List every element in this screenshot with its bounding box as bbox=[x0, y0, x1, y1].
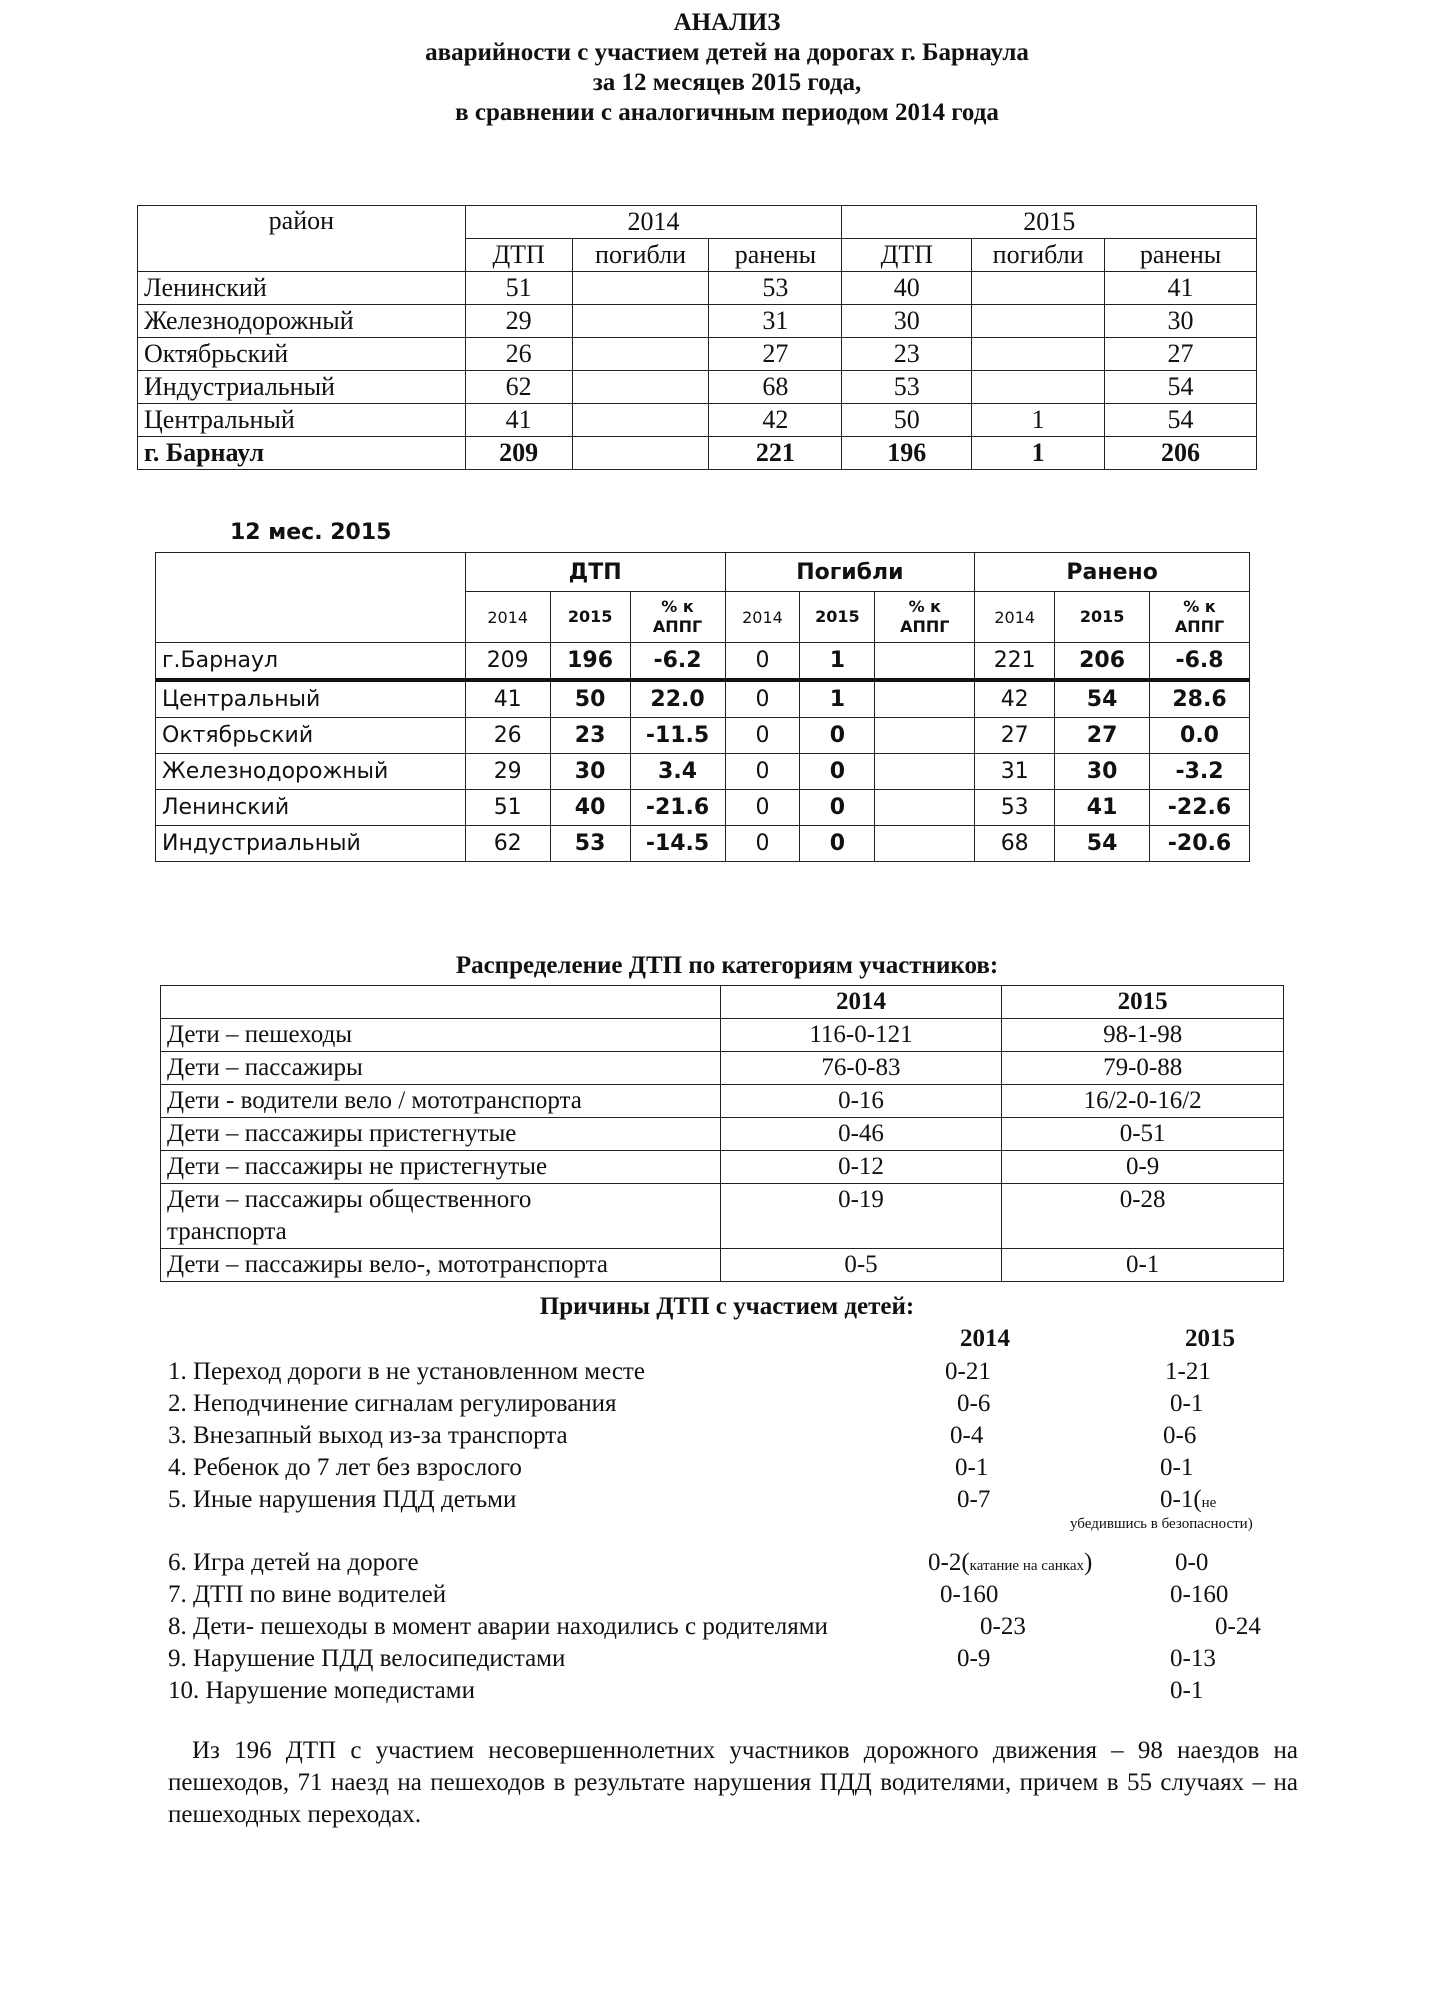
subheader: погибли bbox=[972, 239, 1105, 272]
table-cell: 22.0 bbox=[630, 680, 725, 718]
table-cell: -6.2 bbox=[630, 643, 725, 681]
table-cell: 30 bbox=[842, 305, 972, 338]
table2-caption: 12 мес. 2015 bbox=[230, 520, 392, 545]
cause-value-2015: 0-24 bbox=[1215, 1613, 1261, 1640]
table-cell: 1 bbox=[972, 404, 1105, 437]
table-cell: 0-9 bbox=[1002, 1151, 1284, 1184]
table-cell: -11.5 bbox=[630, 718, 725, 754]
cause-item: 1. Переход дороги в не установленном месте bbox=[168, 1358, 645, 1385]
table-cell: 54 bbox=[1105, 404, 1257, 437]
cause-value-2014: 0-6 bbox=[957, 1390, 991, 1417]
table-cell: 206 bbox=[1105, 437, 1257, 470]
table-row bbox=[156, 754, 1250, 790]
district-name: Индустриальный bbox=[138, 371, 466, 404]
subheader: 2015 bbox=[1055, 592, 1150, 643]
category-name: Дети – пассажиры bbox=[161, 1052, 721, 1085]
category-name: Дети – пассажиры пристегнутые bbox=[161, 1118, 721, 1151]
category-name: Дети – пассажиры не пристегнутые bbox=[161, 1151, 721, 1184]
table-cell: 0-16 bbox=[720, 1085, 1002, 1118]
cause-value-2015: 0-1 bbox=[1170, 1390, 1204, 1417]
table-cell: 23 bbox=[842, 338, 972, 371]
cause-item: 5. Иные нарушения ПДД детьми bbox=[168, 1486, 517, 1513]
district-name: Ленинский bbox=[138, 272, 466, 305]
table-cell: 40 bbox=[550, 790, 630, 826]
header-group-injured: Ранено bbox=[975, 553, 1250, 592]
table-cell: 28.6 bbox=[1150, 680, 1250, 718]
table-cell: 53 bbox=[975, 790, 1055, 826]
table-cell: 196 bbox=[550, 643, 630, 681]
title-line-1: АНАЛИЗ bbox=[673, 9, 781, 36]
table-row bbox=[156, 643, 1250, 681]
table-cell: 116-0-121 bbox=[720, 1019, 1002, 1052]
category-name: Дети - водители вело / мототранспорта bbox=[161, 1085, 721, 1118]
table-cell bbox=[875, 790, 975, 826]
table-cell: 209 bbox=[465, 643, 550, 681]
district-name: Железнодорожный bbox=[156, 754, 466, 790]
cause-item: 9. Нарушение ПДД велосипедистами bbox=[168, 1645, 566, 1672]
table-row bbox=[138, 272, 1257, 305]
table-cell bbox=[875, 680, 975, 718]
cause-item: 10. Нарушение мопедистами bbox=[168, 1677, 475, 1704]
table-cell: 68 bbox=[975, 826, 1055, 862]
subheader: % к АППГ bbox=[875, 592, 975, 643]
table-row bbox=[138, 338, 1257, 371]
cause-value-2015: 1-21 bbox=[1165, 1358, 1211, 1385]
table-row bbox=[156, 790, 1250, 826]
subheader: ДТП bbox=[842, 239, 972, 272]
table-header-row bbox=[156, 553, 1250, 592]
cause-value-2014: 0-1 bbox=[955, 1454, 989, 1481]
table-cell: 53 bbox=[842, 371, 972, 404]
district-name: Октябрьский bbox=[138, 338, 466, 371]
table-row bbox=[161, 1151, 1284, 1184]
district-name: Индустриальный bbox=[156, 826, 466, 862]
subheader: 2015 bbox=[550, 592, 630, 643]
table-row bbox=[161, 1085, 1284, 1118]
table-cell bbox=[972, 338, 1105, 371]
subheader: ДТП bbox=[465, 239, 572, 272]
subheader: ранены bbox=[1105, 239, 1257, 272]
subheader: 2015 bbox=[800, 592, 875, 643]
table-cell bbox=[875, 754, 975, 790]
table-row bbox=[138, 371, 1257, 404]
table-cell: 196 bbox=[842, 437, 972, 470]
table-cell: 0-1 bbox=[1002, 1249, 1284, 1282]
subheader: % к АППГ bbox=[1150, 592, 1250, 643]
table-cell: 0.0 bbox=[1150, 718, 1250, 754]
table-cell: 221 bbox=[709, 437, 842, 470]
total-name: г. Барнаул bbox=[138, 437, 466, 470]
table-cell: 1 bbox=[800, 680, 875, 718]
table-cell: 209 bbox=[465, 437, 572, 470]
cause-value-2015: 0-160 bbox=[1170, 1581, 1229, 1608]
table-cell: -3.2 bbox=[1150, 754, 1250, 790]
header-group-killed: Погибли bbox=[725, 553, 975, 592]
table-cell: 1 bbox=[972, 437, 1105, 470]
table-row bbox=[161, 1019, 1284, 1052]
table-cell: 0-51 bbox=[1002, 1118, 1284, 1151]
cause-note: не bbox=[1201, 1495, 1217, 1511]
table-cell: 31 bbox=[709, 305, 842, 338]
subheader: ранены bbox=[709, 239, 842, 272]
table-cell: 26 bbox=[465, 718, 550, 754]
table-cell: 27 bbox=[709, 338, 842, 371]
cause-item: 4. Ребенок до 7 лет без взрослого bbox=[168, 1454, 522, 1481]
cause-item: 2. Неподчинение сигналам регулирования bbox=[168, 1390, 617, 1417]
table-cell: 0-12 bbox=[720, 1151, 1002, 1184]
table-cell: 54 bbox=[1055, 680, 1150, 718]
table-row bbox=[161, 1118, 1284, 1151]
cause-item: 8. Дети- пешеходы в момент аварии находились с родителями bbox=[168, 1613, 828, 1640]
table-cell: 27 bbox=[1105, 338, 1257, 371]
cause-value-text: 0-1( bbox=[1160, 1486, 1202, 1513]
table-cell bbox=[572, 338, 709, 371]
district-name: Центральный bbox=[138, 404, 466, 437]
category-name: Дети – пассажиры вело-, мототранспорта bbox=[161, 1249, 721, 1282]
table-cell: 23 bbox=[550, 718, 630, 754]
district-name: Ленинский bbox=[156, 790, 466, 826]
table-cell bbox=[972, 305, 1105, 338]
cause-item: 7. ДТП по вине водителей bbox=[168, 1581, 447, 1608]
table-cell: 30 bbox=[1105, 305, 1257, 338]
table-cell bbox=[572, 371, 709, 404]
table-cell: 76-0-83 bbox=[720, 1052, 1002, 1085]
table-cell: 27 bbox=[975, 718, 1055, 754]
table-cell: 42 bbox=[709, 404, 842, 437]
table-cell: 221 bbox=[975, 643, 1055, 681]
category-name: Дети – пассажиры общественного транспорта bbox=[161, 1184, 721, 1249]
causes-year-2014: 2014 bbox=[960, 1325, 1010, 1352]
subheader: 2014 bbox=[725, 592, 800, 643]
table-cell: 53 bbox=[550, 826, 630, 862]
table-row bbox=[156, 718, 1250, 754]
cause-value-2015: 0-13 bbox=[1170, 1645, 1216, 1672]
table-cell: 41 bbox=[465, 680, 550, 718]
district-name: Октябрьский bbox=[156, 718, 466, 754]
cause-item: 3. Внезапный выход из-за транспорта bbox=[168, 1422, 568, 1449]
subheader: погибли bbox=[572, 239, 709, 272]
table-row bbox=[156, 826, 1250, 862]
cause-value-2015 bbox=[1160, 1484, 1216, 1519]
table-cell: 1 bbox=[800, 643, 875, 681]
table-cell bbox=[875, 718, 975, 754]
header-district: район bbox=[138, 206, 466, 272]
table-cell: 0 bbox=[725, 754, 800, 790]
table-cell: 0-46 bbox=[720, 1118, 1002, 1151]
table-cell: 54 bbox=[1055, 826, 1150, 862]
table-row bbox=[161, 1184, 1284, 1249]
table-cell: -6.8 bbox=[1150, 643, 1250, 681]
title-line-3: за 12 месяцев 2015 года, bbox=[592, 69, 862, 96]
table-cell: 98-1-98 bbox=[1002, 1019, 1284, 1052]
table-cell: 0 bbox=[800, 718, 875, 754]
table-row bbox=[156, 680, 1250, 718]
cause-note-line: убедившись в безопасности) bbox=[1070, 1516, 1253, 1532]
table-cell: 0-28 bbox=[1002, 1184, 1284, 1249]
table-cell bbox=[572, 437, 709, 470]
table-cell: -21.6 bbox=[630, 790, 725, 826]
district-name: Железнодорожный bbox=[138, 305, 466, 338]
participant-category-table bbox=[160, 985, 1284, 1282]
table-cell: 79-0-88 bbox=[1002, 1052, 1284, 1085]
cause-value-2015: 0-1 bbox=[1170, 1677, 1204, 1704]
header-year-2014: 2014 bbox=[720, 986, 1002, 1019]
table-cell: 0 bbox=[800, 754, 875, 790]
header-year-2014: 2014 bbox=[465, 206, 842, 239]
table-cell: 27 bbox=[1055, 718, 1150, 754]
table3-caption: Распределение ДТП по категориям участников: bbox=[455, 952, 999, 979]
table-cell: -22.6 bbox=[1150, 790, 1250, 826]
title-line-4: в сравнении с аналогичным периодом 2014 года bbox=[455, 99, 999, 126]
table-row bbox=[138, 404, 1257, 437]
cause-item: 6. Игра детей на дороге bbox=[168, 1549, 419, 1576]
category-name: Дети – пешеходы bbox=[161, 1019, 721, 1052]
header-empty bbox=[161, 986, 721, 1019]
table-cell: 51 bbox=[465, 790, 550, 826]
table-cell: 0-19 bbox=[720, 1184, 1002, 1249]
table-cell bbox=[972, 272, 1105, 305]
district-name: г.Барнаул bbox=[156, 643, 466, 681]
table-cell: 26 bbox=[465, 338, 572, 371]
table-cell: 41 bbox=[1055, 790, 1150, 826]
table-cell: 40 bbox=[842, 272, 972, 305]
causes-year-2015: 2015 bbox=[1185, 1325, 1235, 1352]
table-cell: 30 bbox=[1055, 754, 1150, 790]
cause-note: катание на санках bbox=[969, 1558, 1085, 1574]
table-cell bbox=[875, 643, 975, 681]
cause-value-2014: 0-7 bbox=[957, 1486, 991, 1513]
cause-value-2014: 0-23 bbox=[980, 1613, 1026, 1640]
summary-paragraph: Из 196 ДТП с участием несовершеннолетних участников дорожного движения – 98 наездов на пешеходов, 71 наезд на пешеходов в результате нарушения ПДД водителями, причем в 55 случаях – на пешеходных переходах. bbox=[168, 1737, 1298, 1828]
table-cell: 0 bbox=[725, 718, 800, 754]
table-cell: 42 bbox=[975, 680, 1055, 718]
title-line-2: аварийности с участием детей на дорогах г. Барнаула bbox=[425, 39, 1029, 66]
district-table-2014-2015 bbox=[137, 205, 1257, 470]
cause-note-close: ) bbox=[1084, 1549, 1093, 1576]
cause-value-2015: 0-0 bbox=[1175, 1549, 1209, 1576]
table-cell: 53 bbox=[709, 272, 842, 305]
document-title bbox=[0, 8, 1454, 128]
table-cell: 41 bbox=[1105, 272, 1257, 305]
table-header-row bbox=[161, 986, 1284, 1019]
table-cell: -14.5 bbox=[630, 826, 725, 862]
district-name: Центральный bbox=[156, 680, 466, 718]
cause-value-2014: 0-9 bbox=[957, 1645, 991, 1672]
table-cell: 50 bbox=[842, 404, 972, 437]
cause-value-2014: 0-4 bbox=[950, 1422, 984, 1449]
table-cell: 68 bbox=[709, 371, 842, 404]
table-cell: 30 bbox=[550, 754, 630, 790]
header-group-dtp: ДТП bbox=[465, 553, 725, 592]
header-year-2015: 2015 bbox=[1002, 986, 1284, 1019]
district-table-12-months bbox=[155, 552, 1250, 862]
table-cell: 0-5 bbox=[720, 1249, 1002, 1282]
table-cell bbox=[875, 826, 975, 862]
cause-value-2014: 0-21 bbox=[945, 1358, 991, 1385]
subheader: 2014 bbox=[975, 592, 1055, 643]
subheader: % к АППГ bbox=[630, 592, 725, 643]
table-cell: 0 bbox=[725, 643, 800, 681]
table-cell: 51 bbox=[465, 272, 572, 305]
subheader: 2014 bbox=[465, 592, 550, 643]
table-cell: 3.4 bbox=[630, 754, 725, 790]
cause-value-2015: 0-6 bbox=[1163, 1422, 1197, 1449]
table-cell: 0 bbox=[800, 826, 875, 862]
table-cell: 206 bbox=[1055, 643, 1150, 681]
table-cell: 54 bbox=[1105, 371, 1257, 404]
cause-value-text: 0-2( bbox=[928, 1549, 970, 1576]
table-row bbox=[138, 305, 1257, 338]
header-empty bbox=[156, 553, 466, 643]
causes-title: Причины ДТП с участием детей: bbox=[539, 1293, 915, 1320]
table-cell bbox=[572, 305, 709, 338]
table-cell: 50 bbox=[550, 680, 630, 718]
table-cell bbox=[972, 371, 1105, 404]
table-cell bbox=[572, 272, 709, 305]
table-row bbox=[161, 1249, 1284, 1282]
table-cell: 29 bbox=[465, 305, 572, 338]
table-cell: 0 bbox=[725, 790, 800, 826]
table-cell: 0 bbox=[725, 826, 800, 862]
table-total-row bbox=[138, 437, 1257, 470]
cause-value-2015: 0-1 bbox=[1160, 1454, 1194, 1481]
table-cell: 31 bbox=[975, 754, 1055, 790]
table-row bbox=[161, 1052, 1284, 1085]
table-cell: 62 bbox=[465, 371, 572, 404]
table-cell: 62 bbox=[465, 826, 550, 862]
cause-value-2014 bbox=[928, 1547, 1092, 1582]
table-cell: 0 bbox=[800, 790, 875, 826]
table-cell: 0 bbox=[725, 680, 800, 718]
table-cell: -20.6 bbox=[1150, 826, 1250, 862]
cause-value-2014: 0-160 bbox=[940, 1581, 999, 1608]
table-cell: 29 bbox=[465, 754, 550, 790]
table-cell: 41 bbox=[465, 404, 572, 437]
table-cell: 16/2-0-16/2 bbox=[1002, 1085, 1284, 1118]
table-header-row bbox=[138, 206, 1257, 239]
header-year-2015: 2015 bbox=[842, 206, 1257, 239]
table-cell bbox=[572, 404, 709, 437]
